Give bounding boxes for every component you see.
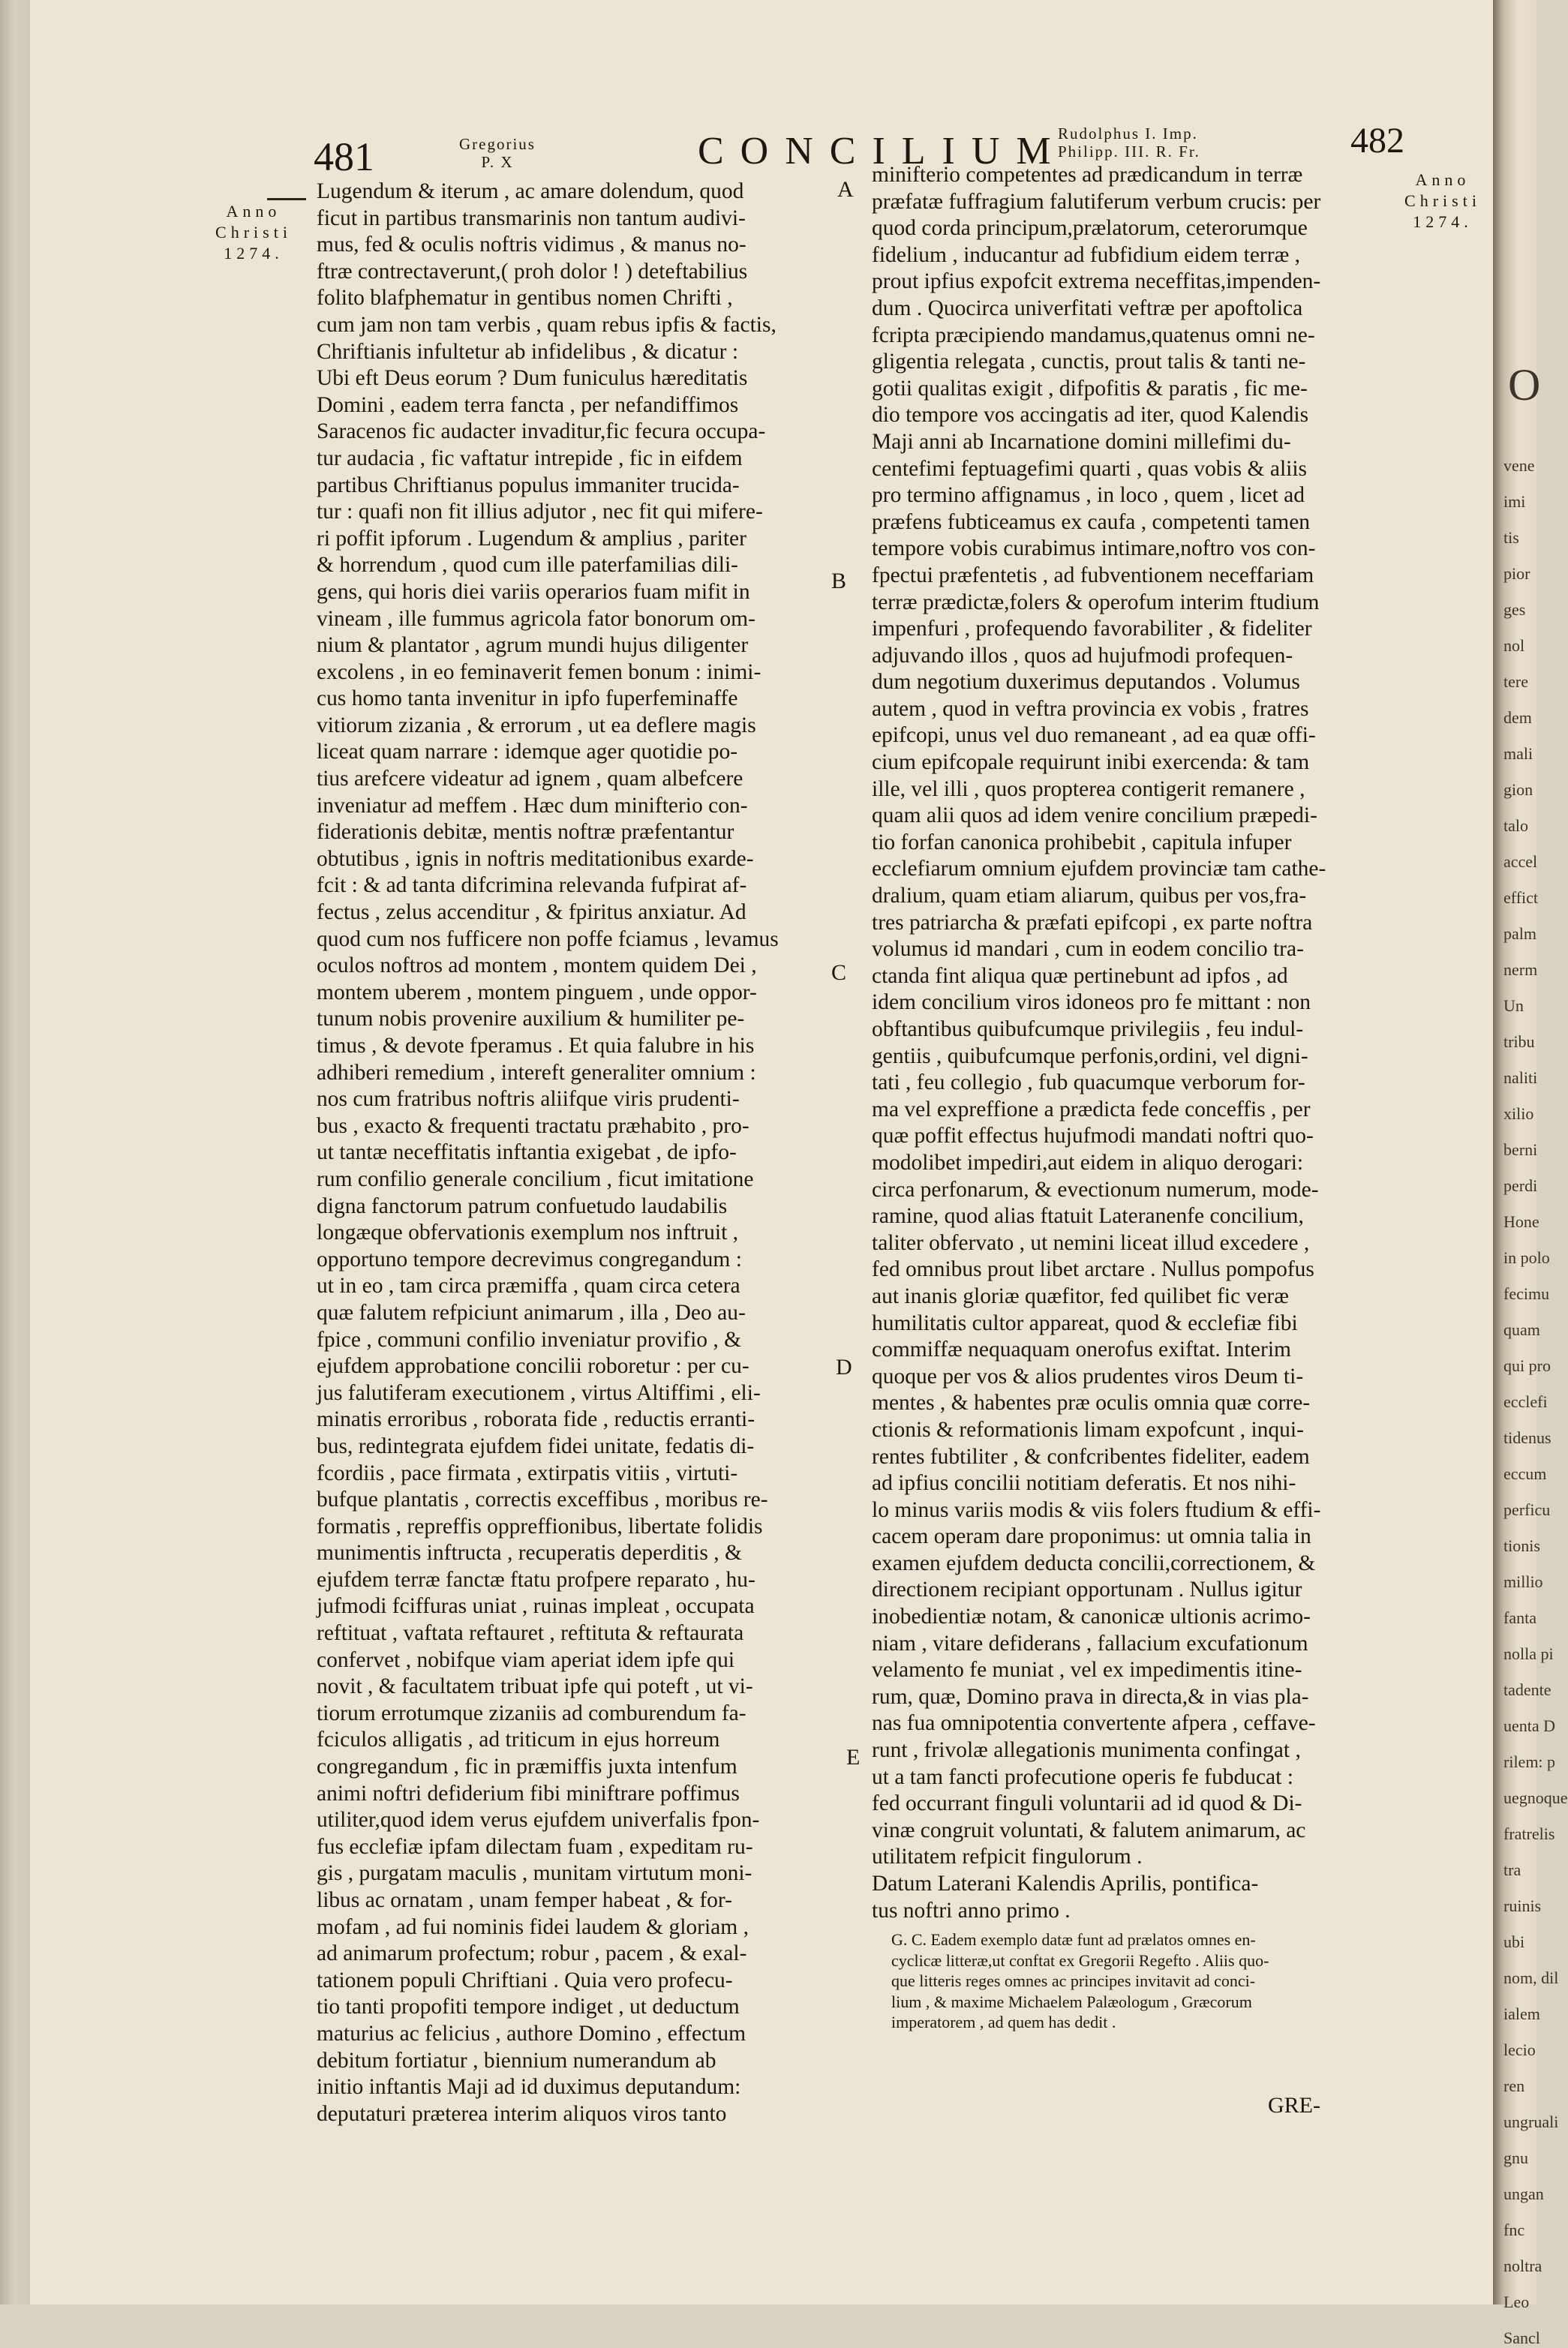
text-line: confervet , nobifque viam aperiat idem ipfe qui xyxy=(317,1647,735,1672)
text-line: fpice , communi confilio inveniatur provifio , & xyxy=(317,1327,742,1352)
text-line: fectus , zelus accenditur , & fpiritus anxiatur. Ad xyxy=(317,900,746,925)
gutter-fragment: uenta D xyxy=(1503,1716,1556,1735)
text-line: utilitatem refpicit fingulorum . xyxy=(872,1845,1143,1869)
text-line: inobedientiæ notam, & canonicæ ultionis acrimo- xyxy=(872,1605,1311,1629)
text-line: tus noftri anno primo . xyxy=(872,1898,1071,1923)
gutter-fragment: millio xyxy=(1503,1572,1543,1591)
gutter-fragment: ungan xyxy=(1503,2184,1544,2203)
anno-christi-left xyxy=(201,201,306,264)
text-line: fciculos alligatis , ad triticum in ejus horreum xyxy=(317,1728,720,1752)
text-line: Maji anni ab Incarnatione domini millefimi du- xyxy=(872,429,1291,454)
gutter-fragment: rilem: p xyxy=(1503,1752,1556,1771)
text-line: mofam , ad fui nominis fidei laudem & gloriam , xyxy=(317,1914,749,1939)
text-line: ma vel expreffione a prædicta fede conceffis , per xyxy=(872,1097,1311,1121)
gutter-fragment: talo xyxy=(1503,816,1528,835)
text-line: gis , purgatam maculis , munitam virtutum moni- xyxy=(317,1861,752,1886)
gutter-fragment: fecimu xyxy=(1503,1284,1550,1303)
running-head-title: CONCILIUM xyxy=(698,130,1068,173)
text-line: longæque obfervationis exemplum nos inftruit , xyxy=(317,1221,739,1245)
gutter-fragment: dem xyxy=(1503,708,1532,727)
text-line: quam alii quos ad idem venire concilium præpedi- xyxy=(872,803,1317,828)
text-line: tur audacia , fic vaftatur intrepide , fic in eifdem xyxy=(317,446,743,470)
text-line: gotii qualitas exigit , difpofitis & paratis , fic me- xyxy=(872,376,1308,401)
gutter-fragment: nolla pi xyxy=(1503,1644,1554,1663)
text-line: fcripta præcipiendo mandamus,quatenus omni ne- xyxy=(872,323,1315,347)
text-line: dralium, quam etiam aliarum, quibus per vos,fra- xyxy=(872,884,1307,908)
gutter-fragment: noltra xyxy=(1503,2256,1542,2275)
text-line: centefimi feptuagefimi quarti , quas vobis & aliis xyxy=(872,456,1308,481)
text-line: timus , & devote fperamus . Et quia falubre in his xyxy=(317,1034,755,1058)
gutter-fragment: tidenus xyxy=(1503,1428,1551,1447)
text-line: tio forfan canonica prohibebit , capitula infuper xyxy=(872,830,1292,854)
text-line: volumus id mandari , cum in eodem concilio tra- xyxy=(872,937,1304,962)
gutter-fragment: accel xyxy=(1503,852,1538,871)
running-head-right-line2: Philipp. III. R. Fr. xyxy=(1058,143,1200,161)
text-line: ut tantæ neceffitatis inftantia exigebat , de ipfo- xyxy=(317,1140,737,1165)
page-number-left: 481 xyxy=(314,134,374,179)
text-line: ecclefiarum omnium ejufdem provinciæ tam cathe- xyxy=(872,857,1326,881)
gutter-fragment: qui pro xyxy=(1503,1356,1551,1375)
text-line: cacem operam dare proponimus: ut omnia talia in xyxy=(872,1524,1311,1549)
text-line: Datum Laterani Kalendis Aprilis, pontifica- xyxy=(872,1872,1259,1896)
gutter-fragment: fanta xyxy=(1503,1608,1536,1627)
text-line: tur : quafi non fit illius adjutor , nec fit qui mifere- xyxy=(317,500,763,524)
gutter-fragment: nerm xyxy=(1503,960,1538,979)
footnote xyxy=(891,1929,1409,2033)
text-line: minatis erroribus , roborata fide , reductis erranti- xyxy=(317,1407,755,1432)
gutter-fragment: Sancl xyxy=(1503,2328,1540,2347)
text-line: jufmodi fciffuras uniat , ruinas impleat , occupata xyxy=(317,1594,755,1619)
text-line: quæ poffit effectus hujufmodi mandati noftri quo- xyxy=(872,1124,1314,1148)
next-page-gutter xyxy=(1493,0,1568,2347)
text-line: rentes fubtiliter , & confcribentes fideliter, eadem xyxy=(872,1444,1310,1469)
text-line: Lugendum & iterum , ac amare dolendum, quod xyxy=(317,179,744,203)
text-line: ille, vel illi , quos propterea contigerit remanere , xyxy=(872,776,1305,801)
text-line: nium & plantator , agrum mundi hujus diligenter xyxy=(317,633,749,658)
text-line: pro termino affignamus , in loco , quem , licet ad xyxy=(872,483,1305,508)
gutter-fragment: naliti xyxy=(1503,1068,1538,1087)
text-line: cium epifcopale requirunt inibi exercenda: & tam xyxy=(872,750,1310,775)
text-line: examen ejufdem deducta concilii,correctionem, & xyxy=(872,1551,1316,1575)
gutter-fragment: tribu xyxy=(1503,1032,1535,1051)
text-line: velamento fe muniat , vel ex impedimentis itine- xyxy=(872,1658,1302,1683)
text-line: nas fua omnipotentia convertente afpera , ceffave- xyxy=(872,1711,1316,1736)
text-line: libus ac ornatam , unam femper habeat , & for- xyxy=(317,1888,732,1912)
text-line: ad ipfius concilii notitiam deferatis. Et nos nihi- xyxy=(872,1471,1296,1496)
text-line: inveniatur ad meffem . Hæc dum minifterio con- xyxy=(317,793,748,818)
running-head-author-sub: P. X xyxy=(481,153,514,171)
section-marker-b: B xyxy=(831,569,847,593)
gutter-fragment: O xyxy=(1508,360,1541,410)
text-line: deputaturi præterea interim aliquos viros tanto xyxy=(317,2101,727,2126)
text-line: nos cum fratribus noftris aliifque viris prudenti- xyxy=(317,1087,740,1112)
running-head-author: Gregorius xyxy=(459,135,536,153)
christi-label: Christi xyxy=(215,223,292,242)
text-line: partibus Chriftianus populus immaniter trucida- xyxy=(317,473,740,497)
text-line: vitiorum zizania , & errorum , ut ea deflere magis xyxy=(317,713,756,737)
gutter-fragment: Leo xyxy=(1503,2292,1530,2311)
text-line: fed omnibus prout libet arctare . Nullus pompofus xyxy=(872,1257,1314,1282)
gutter-fragment: tionis xyxy=(1503,1536,1540,1555)
gutter-fragment: tadente xyxy=(1503,1680,1551,1699)
gutter-fragment: ruinis xyxy=(1503,1896,1542,1915)
text-line: oculos noftros ad montem , montem quidem Dei , xyxy=(317,953,757,978)
text-line: initio inftantis Maji ad id duximus deputandum: xyxy=(317,2075,741,2100)
text-line: quoque per vos & alios prudentes viros Deum ti- xyxy=(872,1364,1304,1389)
text-line: lo minus variis modis & viis folers ftudium & effi- xyxy=(872,1497,1321,1522)
text-line: idem concilium viros idoneos pro fe mittant : non xyxy=(872,990,1311,1015)
left-text-column xyxy=(317,179,842,2127)
section-marker-c: C xyxy=(831,960,847,985)
text-line: montem uberem , montem pinguem , unde oppor- xyxy=(317,980,757,1004)
gutter-fragment: effict xyxy=(1503,888,1539,907)
gutter-fragment: ecclefi xyxy=(1503,1392,1548,1411)
catchword: GRE- xyxy=(1268,2093,1320,2118)
gutter-fragment: fnc xyxy=(1503,2220,1525,2239)
gutter-fragment: palm xyxy=(1503,924,1536,943)
text-line: digna fanctorum patrum confuetudo laudabilis xyxy=(317,1194,728,1218)
text-line: Domini , eadem terra fancta , per nefandiffimos xyxy=(317,392,739,417)
gutter-fragment: ren xyxy=(1503,2076,1525,2095)
text-line: quæ falutem refpiciunt animarum , illa , Deo au- xyxy=(317,1300,746,1325)
text-line: cus homo tanta invenitur in ipfo fuperfeminaffe xyxy=(317,686,738,711)
anno-label: Anno xyxy=(1415,170,1470,189)
text-line: gens, qui horis diei variis operarios fuam mifit in xyxy=(317,579,750,604)
text-line: utiliter,quod idem verus ejufdem univerfalis fpon- xyxy=(317,1808,760,1833)
gutter-fragment: ubi xyxy=(1503,1932,1525,1951)
page-number-right: 482 xyxy=(1350,121,1404,161)
text-line: modolibet impediri,aut eidem in aliquo derogari: xyxy=(872,1150,1304,1175)
text-line: ejufdem terræ fanctæ ftatu profpere reparato , hu- xyxy=(317,1567,755,1592)
text-line: dum . Quocirca univerfitati veftræ per apoftolica xyxy=(872,296,1303,320)
year-label: 1274. xyxy=(1413,212,1473,231)
text-line: tunum nobis provenire auxilium & humiliter pe- xyxy=(317,1007,745,1031)
footnote-line: lium , & maxime Michaelem Palæologum , Græcorum xyxy=(891,1992,1252,2011)
text-line: autem , quod in veftra provincia ex vobis , fratres xyxy=(872,696,1309,721)
text-line: bufque plantatis , correctis exceffibus , moribus re- xyxy=(317,1488,768,1512)
footnote-line: cyclicæ litteræ,ut conftat ex Gregorii Regefto . Aliis quo- xyxy=(891,1950,1269,1970)
section-marker-a: A xyxy=(837,177,854,202)
text-line: terræ prædictæ,folers & operofum interim ftudium xyxy=(872,590,1320,614)
gutter-fragment: imi xyxy=(1503,492,1526,511)
text-line: tationem populi Chriftiani . Quia vero profecu- xyxy=(317,1968,733,1992)
christi-label: Christi xyxy=(1404,191,1481,210)
text-line: fcit : & ad tanta difcrimina relevanda fufpirat af- xyxy=(317,873,747,898)
text-line: tio tanti propofiti tempore indiget , ut deductum xyxy=(317,1995,740,2019)
gutter-fragment: tra xyxy=(1503,1860,1521,1879)
text-line: Saracenos fic audacter invaditur,fic fecura occupa- xyxy=(317,419,766,444)
gutter-fragment: eccum xyxy=(1503,1464,1547,1483)
text-line: runt , frivolæ allegationis munimenta confingat , xyxy=(872,1738,1301,1763)
text-line: ramine, quod alias ftatuit Lateranenfe concilium, xyxy=(872,1204,1304,1229)
text-line: niam , vitare defiderans , fallacium excufationum xyxy=(872,1631,1308,1656)
text-line: mus, fed & oculis noftris vidimus , & manus no- xyxy=(317,233,746,257)
gutter-fragment: tis xyxy=(1503,528,1519,547)
gutter-fragment: quam xyxy=(1503,1320,1540,1339)
text-line: fpectui præfentetis , ad fubventionem neceffariam xyxy=(872,563,1314,587)
gutter-fragment: mali xyxy=(1503,744,1533,763)
text-line: Ubi eft Deus eorum ? Dum funiculus hæreditatis xyxy=(317,366,748,391)
text-line: rum confilio generale concilium , ficut imitatione xyxy=(317,1166,754,1191)
text-line: rum, quæ, Domino prava in directa,& in vias pla- xyxy=(872,1684,1309,1709)
margin-rule xyxy=(267,198,306,200)
text-line: novit , & facultatem tribuat ipfe qui poteft , ut vi- xyxy=(317,1674,753,1699)
text-line: ctanda fint aliqua quæ pertinebunt ad ipfos , ad xyxy=(872,963,1288,988)
text-line: formatis , repreffis oppreffionibus, libertate folidis xyxy=(317,1514,763,1539)
text-line: præfatæ fuffragium falutiferum verbum crucis: per xyxy=(872,189,1321,214)
running-head-left xyxy=(459,135,536,171)
text-line: ejufdem approbatione concilii roboretur : per cu- xyxy=(317,1354,749,1379)
gutter-fragment: ges xyxy=(1503,600,1526,619)
gutter-fragment: gnu xyxy=(1503,2148,1528,2167)
section-marker-e: E xyxy=(846,1745,861,1770)
gutter-fragment: nom, dil xyxy=(1503,1968,1559,1987)
anno-christi-right xyxy=(1397,170,1488,233)
text-line: gligentia relegata , cunctis, prout talis & tanti ne- xyxy=(872,350,1306,374)
text-line: ut a tam fancti profecutione operis fe fubducat : xyxy=(872,1764,1293,1789)
running-head-right-line1: Rudolphus I. Imp. xyxy=(1058,125,1198,143)
running-head-right xyxy=(1058,125,1200,161)
text-line: fcordiis , pace firmata , extirpatis vitiis , virtuti- xyxy=(317,1461,738,1485)
text-line: folito blafphematur in gentibus nomen Chrifti , xyxy=(317,286,733,311)
gutter-fragment: Hone xyxy=(1503,1212,1539,1231)
text-line: animi noftri defiderium fibi miniftrare poffimus xyxy=(317,1781,740,1806)
text-line: vinæ congruit voluntati, & falutem animarum, ac xyxy=(872,1818,1306,1842)
text-line: opportuno tempore decrevimus congregandum : xyxy=(317,1247,742,1272)
text-line: dum negotium duxerimus deputandos . Volumus xyxy=(872,670,1300,695)
footnote-line: G. C. Eadem exemplo datæ funt ad prælatos omnes en- xyxy=(891,1930,1256,1949)
anno-label: Anno xyxy=(226,202,281,221)
text-line: & horrendum , quod cum ille paterfamilias dili- xyxy=(317,553,738,578)
text-line: obtutibus , ignis in noftris meditationibus exarde- xyxy=(317,846,754,871)
gutter-fragment: uegnoque xyxy=(1503,1788,1568,1807)
gutter-fragment: pior xyxy=(1503,564,1530,583)
gutter-fragment: ungruali xyxy=(1503,2112,1559,2131)
text-line: mentes , & habentes præ oculis omnia quæ corre- xyxy=(872,1391,1311,1416)
text-line: circa perfonarum, & evectionum numerum, mode- xyxy=(872,1177,1319,1202)
text-line: liceat quam narrare : idemque ager quotidie po- xyxy=(317,740,738,764)
gutter-fragment: perficu xyxy=(1503,1500,1551,1519)
text-line: epifcopi, unus vel duo remaneant , ad ea quæ offi- xyxy=(872,723,1316,748)
gutter-fragment: tere xyxy=(1503,672,1528,691)
gutter-fragment: Un xyxy=(1503,996,1524,1015)
gutter-fragment: gion xyxy=(1503,780,1533,799)
text-line: cum jam non tam verbis , quam rebus ipfis & factis, xyxy=(317,312,776,337)
text-line: ctionis & reformationis limam expofcunt , inqui- xyxy=(872,1417,1304,1442)
section-marker-d: D xyxy=(836,1355,852,1380)
text-line: impenfuri , profequendo favorabiliter , & fideliter xyxy=(872,617,1312,641)
text-line: tius arefcere videatur ad ignem , quam albefcere xyxy=(317,767,743,791)
text-line: fed occurrant finguli voluntarii ad id quod & Di- xyxy=(872,1791,1302,1816)
gutter-fragment: ialem xyxy=(1503,2004,1540,2023)
text-line: humilitatis cultor appareat, quod & ecclefiæ fibi xyxy=(872,1311,1298,1335)
text-line: quod cum nos fufficere non poffe fciamus , levamus xyxy=(317,926,779,951)
footnote-line: imperatorem , ad quem has dedit . xyxy=(891,2013,1116,2031)
text-line: tiorum errotumque zizaniis ad comburendum fa- xyxy=(317,1701,746,1725)
text-line: Chriftianis infultetur ab infidelibus , & dicatur : xyxy=(317,339,739,364)
text-line: adjuvando illos , quos ad hujufmodi profequen- xyxy=(872,643,1293,668)
text-line: fus ecclefiæ ipfam dilectam fuam , expeditam ru- xyxy=(317,1834,753,1859)
gutter-fragment: lecio xyxy=(1503,2040,1536,2059)
footnote-line: que litteris reges omnes ac principes invitavit ad conci- xyxy=(891,1971,1256,1990)
text-line: fidelium , inducantur ad fubfidium eidem terræ , xyxy=(872,242,1301,267)
gutter-fragment: fratrelis xyxy=(1503,1824,1555,1843)
text-line: maturius ac felicius , authore Domino , effectum xyxy=(317,2021,746,2046)
text-line: præfens fubticeamus ex caufa , competenti tamen xyxy=(872,509,1311,534)
text-line: bus, redintegrata ejufdem fidei unitate, fedatis di- xyxy=(317,1434,755,1458)
text-line: ftræ contrectaverunt,( proh dolor ! ) deteftabilius xyxy=(317,259,748,284)
text-line: prout ipfius expofcit extrema neceffitas,impenden- xyxy=(872,269,1321,294)
year-label: 1274. xyxy=(224,244,284,263)
text-line: debitum fortiatur , biennium numerandum ab xyxy=(317,2048,716,2073)
text-line: munimentis inftructa , recuperatis deperditis , & xyxy=(317,1541,742,1566)
gutter-fragment: vene xyxy=(1503,456,1535,475)
text-line: fiderationis debitæ, mentis noftræ præfentantur xyxy=(317,820,734,845)
text-line: quod corda principum,prælatorum, ceterorumque xyxy=(872,216,1308,241)
text-line: ri poffit ipforum . Lugendum & amplius , pariter xyxy=(317,526,746,551)
text-line: adhiberi remedium , intereft generaliter omnium : xyxy=(317,1060,756,1085)
gutter-fragment: berni xyxy=(1503,1140,1538,1159)
text-line: vineam , ille fummus agricola fator bonorum om- xyxy=(317,606,755,631)
text-line: dio tempore vos accingatis ad iter, quod Kalendis xyxy=(872,403,1309,428)
text-line: tempore vobis curabimus intimare,noftro vos con- xyxy=(872,536,1316,561)
gutter-fragment: perdi xyxy=(1503,1176,1538,1195)
text-line: gentiis , quibufcumque perfonis,ordini, vel digni- xyxy=(872,1043,1308,1068)
text-line: bus , exacto & frequenti tractatu præhabito , pro- xyxy=(317,1113,749,1138)
text-line: minifterio competentes ad prædicandum in terræ xyxy=(872,163,1303,187)
text-line: ficut in partibus transmarinis non tantum audivi- xyxy=(317,206,746,230)
text-line: obftantibus quibufcumque privilegiis , feu indul- xyxy=(872,1017,1304,1041)
text-line: jus falutiferam executionem , virtus Altiffimi , eli- xyxy=(317,1380,761,1405)
right-text-column xyxy=(872,162,1395,1924)
text-line: commiffæ nequaquam onerofus exiftat. Interim xyxy=(872,1338,1291,1362)
text-line: congregandum , fic in præmiffis juxta intenfum xyxy=(317,1755,737,1779)
text-line: directionem recipiant opportunam . Nullus igitur xyxy=(872,1578,1302,1602)
text-line: ad animarum profectum; robur , pacem , & exal- xyxy=(317,1941,747,1966)
gutter-fragment: in polo xyxy=(1503,1248,1550,1267)
gutter-fragment: nol xyxy=(1503,636,1525,655)
text-line: ut in eo , tam circa præmiffa , quam circa cetera xyxy=(317,1274,740,1299)
text-line: taliter obfervato , ut nemini liceat illud excedere , xyxy=(872,1230,1310,1255)
text-line: tati , feu collegio , fub quacumque verborum for- xyxy=(872,1070,1305,1095)
text-line: reftituat , vaftata reftauret , reftituta & reftaurata xyxy=(317,1621,744,1646)
text-line: excolens , in eo feminaverit femen bonum : inimi- xyxy=(317,659,761,684)
gutter-fragment: xilio xyxy=(1503,1104,1534,1123)
text-line: aut inanis gloriæ quæfitor, fed quilibet fic veræ xyxy=(872,1284,1289,1308)
text-line: tres patriarcha & præfati epifcopi , ex parte noftra xyxy=(872,910,1313,935)
